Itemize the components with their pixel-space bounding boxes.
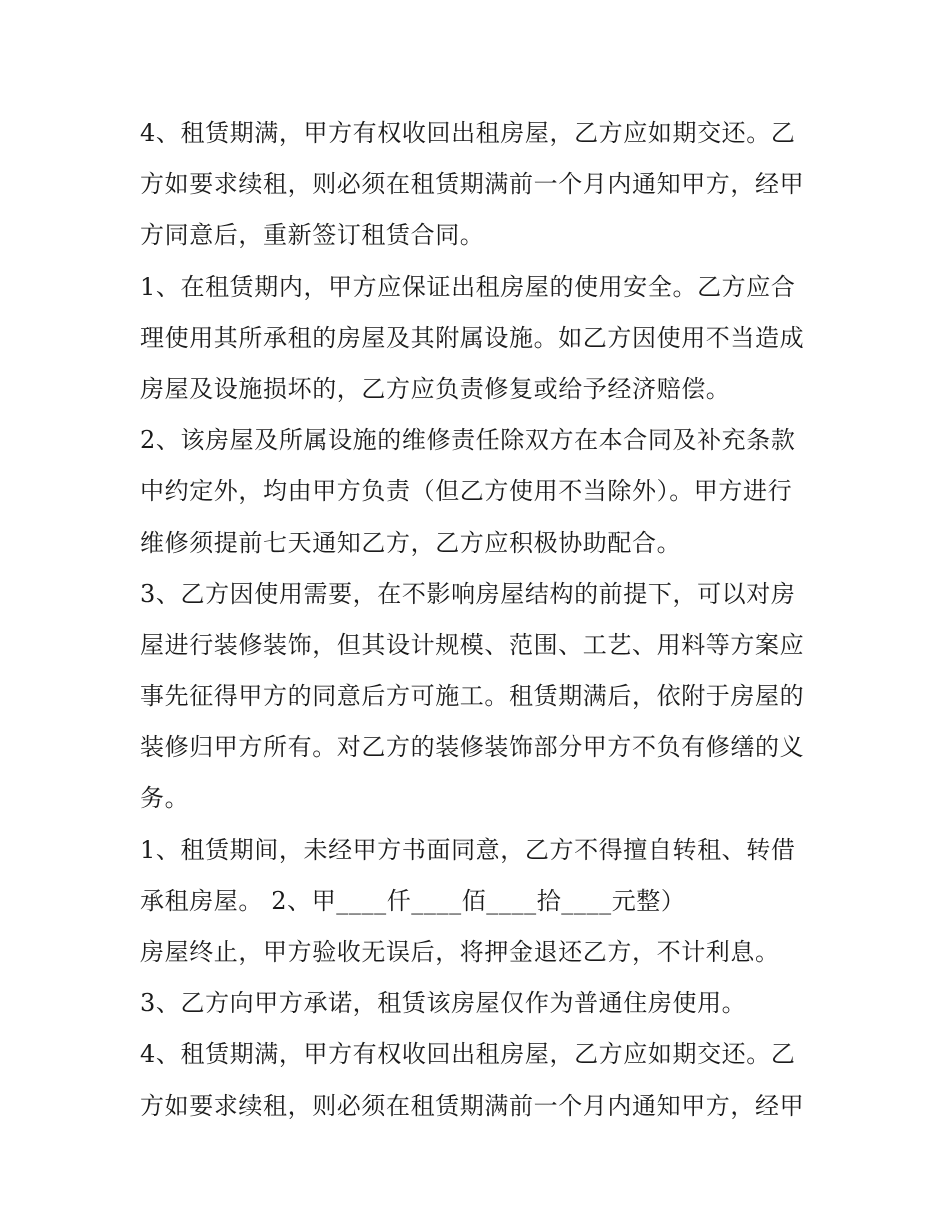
text-line: 房屋终止，甲方验收无误后，将押金退还乙方，不计利息。 <box>140 938 780 966</box>
text-line: 方如要求续租，则必须在租赁期满前一个月内通知甲方，经甲 <box>140 170 805 199</box>
document-body <box>140 108 820 1132</box>
text-line: 事先征得甲方的同意后方可施工。租赁期满后，依附于房屋的 <box>140 682 805 711</box>
text-line: 方如要求续租，则必须在租赁期满前一个月内通知甲方，经甲 <box>140 1091 805 1120</box>
text-line: 理使用其所承租的房屋及其附属设施。如乙方因使用不当造成 <box>140 323 805 352</box>
text-line: 1、在租赁期内，甲方应保证出租房屋的使用安全。乙方应合 <box>140 272 796 301</box>
text-line: 方同意后，重新签订租赁合同。 <box>140 221 485 250</box>
text-line: 1、租赁期间，未经甲方书面同意，乙方不得擅自转租、转借 <box>140 835 796 864</box>
text-line: 屋进行装修装饰，但其设计规模、范围、工艺、用料等方案应 <box>140 630 805 659</box>
text-line: 承租房屋。 2、甲____仟____佰____拾____元整） <box>140 886 686 915</box>
text-line: 4、租赁期满，甲方有权收回出租房屋，乙方应如期交还。乙 <box>140 119 796 147</box>
text-line: 中约定外，均由甲方负责（但乙方使用不当除外）。甲方进行 <box>140 477 793 506</box>
text-line: 3、乙方因使用需要，在不影响房屋结构的前提下，可以对房 <box>140 579 796 608</box>
text-line: 务。 <box>140 784 190 813</box>
text-line: 2、该房屋及所属设施的维修责任除双方在本合同及补充条款 <box>140 426 796 455</box>
text-line: 4、租赁期满，甲方有权收回出租房屋，乙方应如期交还。乙 <box>140 1040 796 1069</box>
text-line: 3、乙方向甲方承诺，租赁该房屋仅作为普通住房使用。 <box>140 989 747 1018</box>
text-line: 维修须提前七天通知乙方，乙方应积极协助配合。 <box>140 528 682 557</box>
text-line: 装修归甲方所有。对乙方的装修装饰部分甲方不负有修缮的义 <box>140 733 805 762</box>
text-line: 房屋及设施损坏的，乙方应负责修复或给予经济赔偿。 <box>140 374 731 403</box>
